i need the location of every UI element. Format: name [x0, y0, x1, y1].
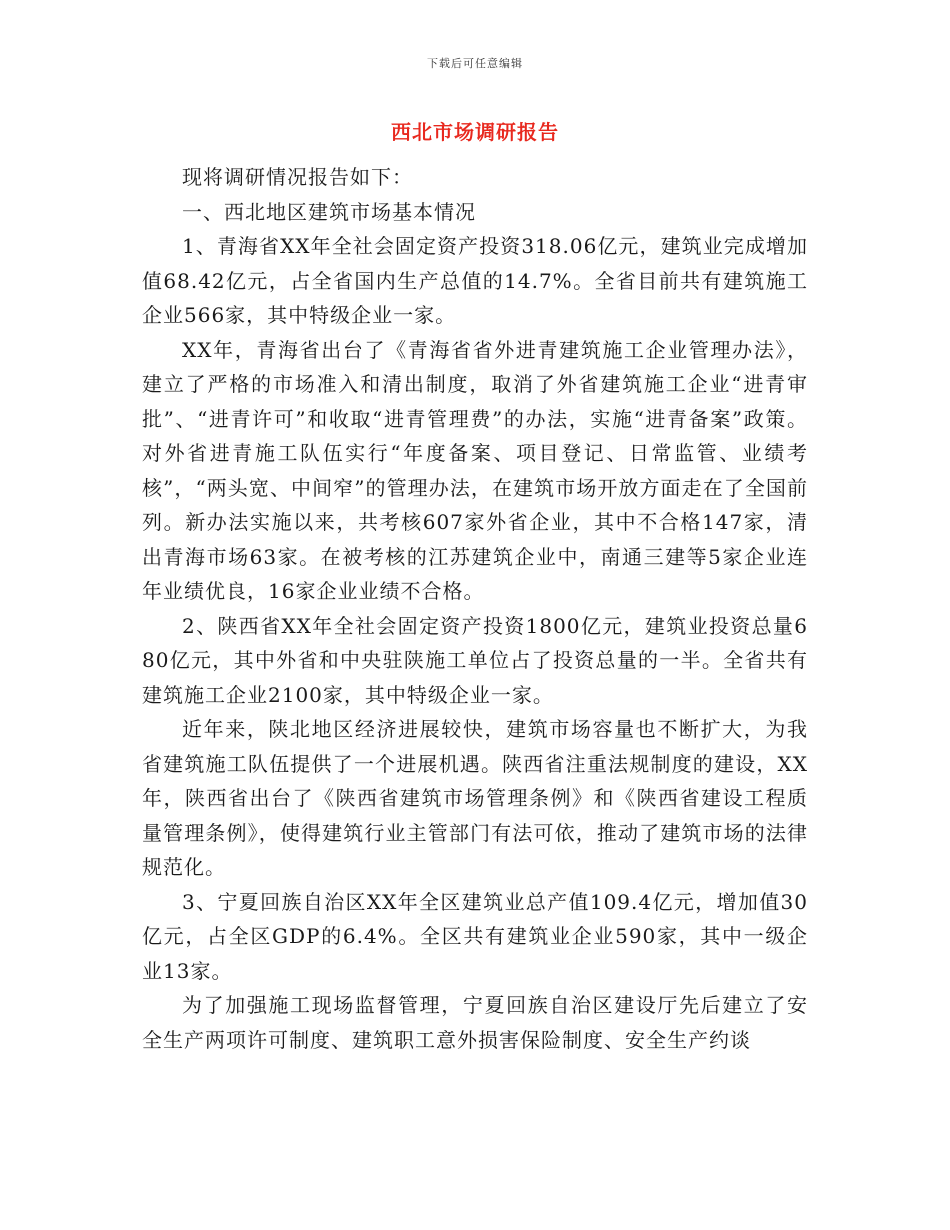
page-header-note: 下载后可任意编辑 — [427, 57, 523, 70]
document-title: 西北市场调研报告 — [391, 120, 559, 144]
section-heading-1: 一、西北地区建筑市场基本情况 — [182, 199, 476, 224]
document-body — [142, 160, 808, 1057]
paragraph-ningxia-policy: 为了加强施工现场监督管理，宁夏回族自治区建设厅先后建立了安全生产两项许可制度、建筑职工意外损害保险制度、安全生产约谈 — [142, 993, 808, 1052]
paragraph-intro: 现将调研情况报告如下： — [182, 165, 413, 189]
paragraph-shaanxi-policy: 近年来，陕北地区经济进展较快，建筑市场容量也不断扩大，为我省建筑施工队伍提供了一个进展机遇。陕西省注重法规制度的建设，XX年，陕西省出台了《陕西省建筑市场管理条例》和《陕西省建设工程质量管理条例》，使得建筑行业主管部门有法可依，推动了建筑市场的法律规范化。 — [142, 717, 808, 879]
paragraph-qinghai-policy: XX年，青海省出台了《青海省省外进青建筑施工企业管理办法》，建立了严格的市场准入和清出制度，取消了外省建筑施工企业“进青审批”、“进青许可”和收取“进青管理费”的办法，实施“进青备案”政策。对外省进青施工队伍实行“年度备案、项目登记、日常监管、业绩考核”，“两头宽、中间窄”的管理办法，在建筑市场开放方面走在了全国前列。新办法实施以来，共考核607家外省企业，其中不合格147家，清出青海市场63家。在被考核的江苏建筑企业中，南通三建等5家企业连年业绩优良，16家企业业绩不合格。 — [142, 337, 808, 603]
paragraph-qinghai-stats: 1、青海省XX年全社会固定资产投资318.06亿元，建筑业完成增加值68.42亿元，占全省国内生产总值的14.7%。全省目前共有建筑施工企业566家，其中特级企业一家。 — [142, 234, 808, 327]
paragraph-shaanxi-stats: 2、陕西省XX年全社会固定资产投资1800亿元，建筑业投资总量680亿元，其中外省和中央驻陕施工单位占了投资总量的一半。全省共有建筑施工企业2100家，其中特级企业一家。 — [142, 613, 808, 707]
paragraph-ningxia-stats: 3、宁夏回族自治区XX年全区建筑业总产值109.4亿元，增加值30亿元，占全区GDP的6.4%。全区共有建筑业企业590家，其中一级企业13家。 — [142, 889, 808, 983]
